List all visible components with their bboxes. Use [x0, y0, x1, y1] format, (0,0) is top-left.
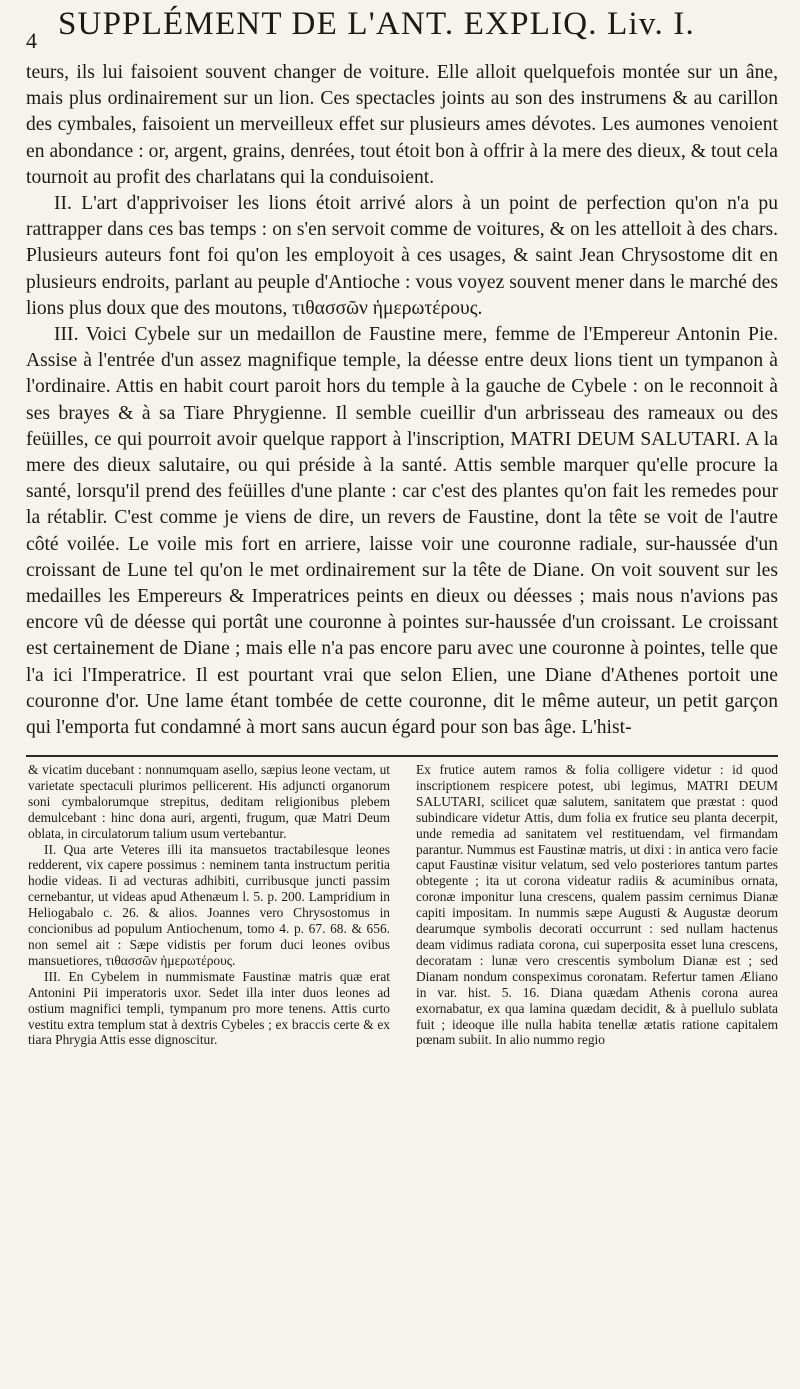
latin-note-2: II. Qua arte Veteres illi ita mansuetos tractabilesque leones redderent, vix capere possimus : neminem tanta instructum peritia hodie videas. Ii ad vecturas adhibiti, curribusque juncti passim cernebantur, ut videas apud Athenæum l. 5. p. 200. Lampridium in Heliogabalo c. 26. & alios. Joannes vero Chrysostomus in concionibus ad populum Antiochenum, tomo 4. p. 67. 68. & 656. non semel ait : Sæpe vidistis per forum duci leones ovibus mansuetiores, τιθασσῶν ἡμερωτέρους.	[28, 841, 390, 968]
main-paragraph-2: II. L'art d'apprivoiser les lions étoit arrivé alors à un point de perfection qu'on n'a pu rattrapper dans ces bas temps : on s'en servoit comme de voitures, & on les attelloit à des chars. Plusieurs auteurs font foi qu'on les employoit à ces usages, & saint Jean Chrysostome dit en plusieurs endroits, parlant au peuple d'Antioche : vous voyez souvent mener dans le marché des lions plus doux que des moutons, τιθασσῶν ἡμερωτέρους.	[26, 193, 778, 319]
latin-note-4: Ex frutice autem ramos & folia colligere videtur : id quod inscriptionem respicere potest, ubi legimus, MATRI DEUM SALUTARI, scilicet quæ salutem, sanitatem que præstat : quod subindicare videtur Attis, dum folia ex frutice seu planta decerpit, unde remedia ad sanitatem vel restituendam, vel firmandam parantur. Nummus est Faustinæ matris, ut dixi : in antica vero facie caput Faustinæ visitur velatum, sed velo posteriores tantum partes obtegente ; ita ut corona videatur radiis & acuminibus ornata, coronæ imponitur luna crescens, qualem passim cernimus Dianæ capiti impositam. In nummis sæpe Augusti & Augustæ deorum dearumque symbolis decorati occurrunt : sed nullam hactenus deam vidimus radiata corona, cui superposita esset luna crescens, decoratam : lunæ vero crescentis symbolum Dianæ est ; sed Dianam nondum conspeximus coronatam. Refertur tamen Æliano in var. hist. 5. 16. Diana quædam Athenis corona aurea exornabatur, ex qua lamina quædam decidit, & à puellulo sublata fuit ; ideoque ille nulla habita tenellæ ætatis ratione capitalem pœnam subiit. In alio nummo regio	[416, 762, 778, 1048]
main-text	[26, 60, 778, 741]
latin-note-3: III. En Cybelem in nummismate Faustinæ matris quæ erat Antonini Pii imperatoris uxor. Sedet illa inter duos leones ad ostium magnifici templi, tympanum pro more tenens. Attis curto vestitu extra templum stat à dextris Cybeles ; ex braccis certe & ex tiara Phrygia Attis esse dignoscitur.	[28, 968, 390, 1048]
page-number: 4	[26, 28, 37, 53]
main-paragraph-1: teurs, ils lui faisoient souvent changer de voiture. Elle alloit quelquefois montée sur un âne, mais plus ordinairement sur un lion. Ces spectacles joints au son des instrumens & au carillon des cymbales, faisoient un merveilleux effet sur plusieurs ames dévotes. Les aumones venoient en abondance : or, argent, grains, denrées, tout étoit bon à offrir à la mere des dieux, & tout cela tournoit au profit des charlatans qui la conduisoient.	[26, 62, 778, 188]
latin-note-1: & vicatim ducebant : nonnumquam asello, sæpius leone vectam, ut varietate spectaculi plurimos pellicerent. His adjuncti organorum soni cymbalorumque strepitus, deditam religionibus plebem demulcebant : hinc dona auri, argenti, frugum, quæ Matri Deum oblata, in circulatorum talium usum vertebantur.	[28, 762, 390, 841]
latin-notes-left-column	[28, 762, 390, 1048]
main-paragraph-3: III. Voici Cybele sur un medaillon de Faustine mere, femme de l'Empereur Antonin Pie. Assise à l'entrée d'un assez magnifique temple, la déesse entre deux lions tient un tympanon à l'ordinaire. Attis en habit court paroit hors du temple à la gauche de Cybele : on le reconnoit à ses brayes & à sa Tiare Phrygienne. Il semble cueillir d'un arbrisseau des rameaux ou des feüilles, ce qui pourroit avoir quelque rapport à l'inscription, MATRI DEUM SALUTARI. A la mere des dieux salutaire, ou qui préside à la santé. Attis semble marquer qu'elle procure la santé, lorsqu'il prend des feüilles d'une plante : car c'est des plantes qu'on fait les remedes pour la rétablir. C'est comme je viens de dire, un revers de Faustine, dont la tête se voit de l'autre côté voilée. Le voile mis fort en arriere, laisse voir une couronne radiale, sur-haussée d'un croissant de Lune tel qu'on le met ordinairement sur la tête de Diane. On voit souvent sur les medailles les Empereurs & Imperatrices peints en dieux ou déesses ; mais nous n'avions pas encore vû de déesse qui portât une couronne à pointes sur-haussée d'un croissant. Le croissant est certainement de Diane ; mais elle n'a pas encore paru avec une couronne à pointes, telle que l'a ici l'Imperatrice. Il est pourtant vrai que selon Elien, une Diane d'Athenes portoit une couronne d'or. Une lame étant tombée de cette couronne, dit le même auteur, un petit garçon qui l'emporta fut condamné à mort sans aucun égard pour son bas âge. L'hist-	[26, 324, 778, 739]
footnote-divider	[26, 755, 778, 757]
running-head: SUPPLÉMENT DE L'ANT. EXPLIQ. Liv. I.	[58, 6, 696, 42]
page-header	[26, 6, 786, 66]
latin-notes-right-column	[416, 762, 778, 1048]
